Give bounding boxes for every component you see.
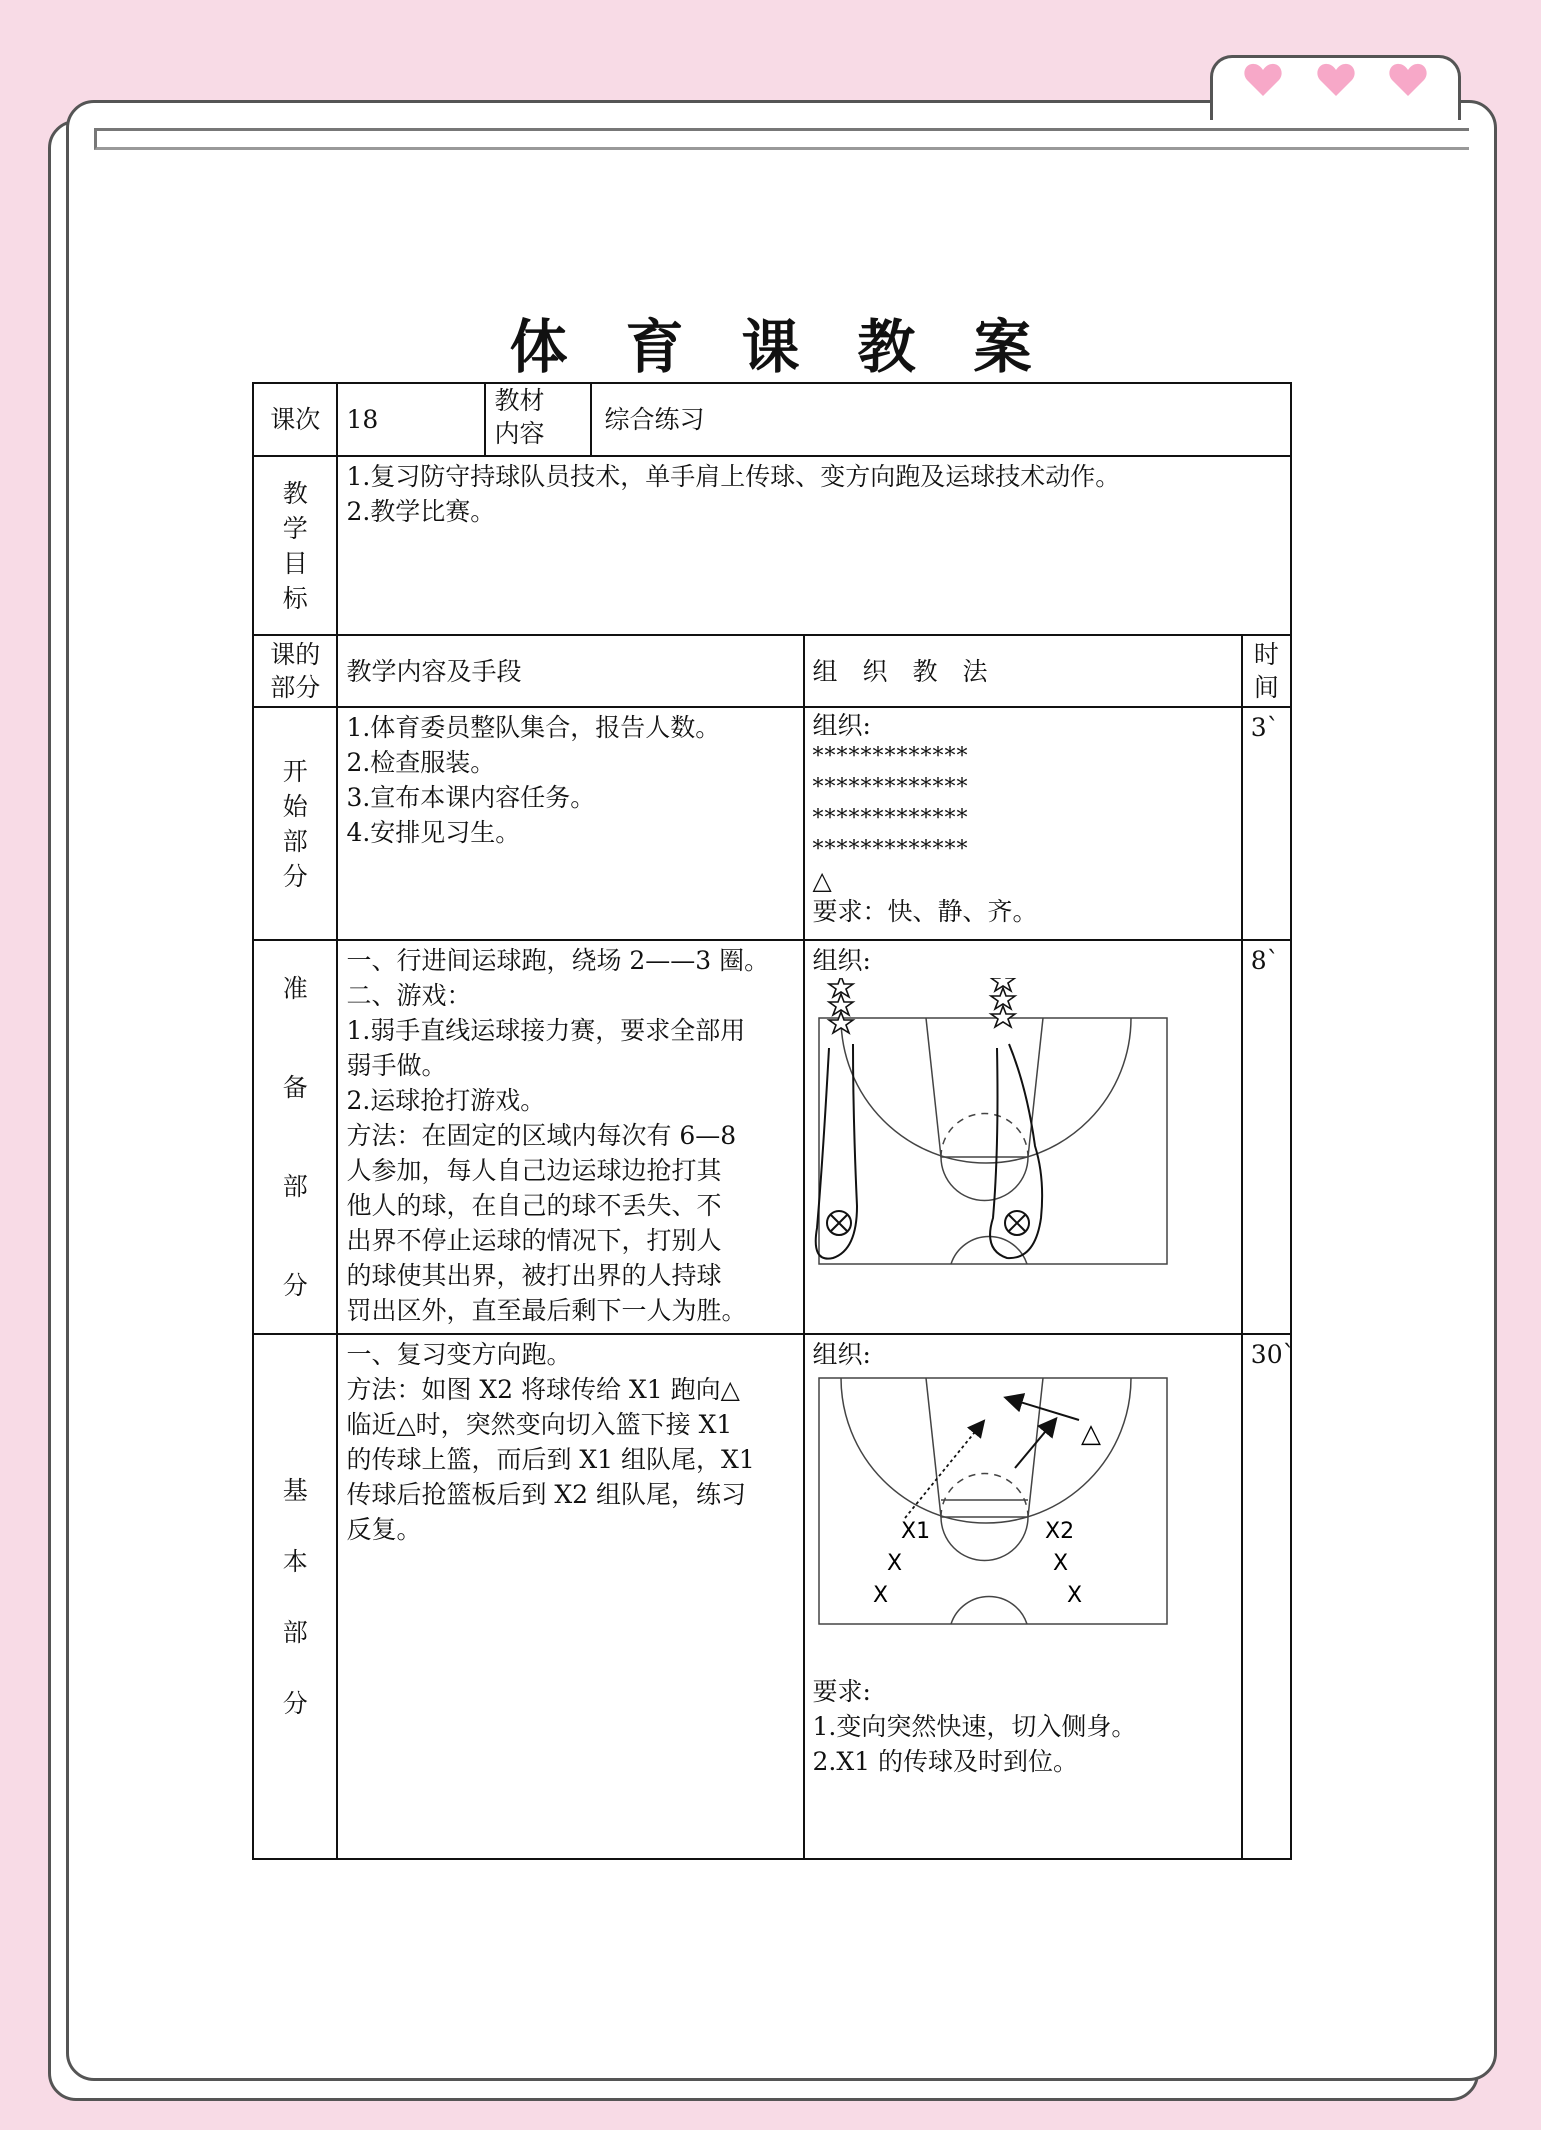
prep-time: 8` xyxy=(1242,940,1291,1334)
main-requirement: 1.变向突然快速，切入侧身。 xyxy=(812,1712,1137,1741)
ball-icon xyxy=(827,1211,851,1235)
goals-row xyxy=(253,456,1291,635)
formation-row: ************* xyxy=(812,806,969,831)
main-method xyxy=(804,1334,1242,1859)
start-method xyxy=(804,707,1242,940)
player-x: X xyxy=(1052,1551,1068,1576)
lesson-plan-table xyxy=(252,382,1296,1860)
prep-label: 准 备 部 分 xyxy=(282,974,308,1300)
goals-label: 教 学 目 标 xyxy=(282,478,308,613)
triangle-marker: △ xyxy=(1080,1419,1101,1449)
formation-row: ************* xyxy=(812,837,969,862)
prep-content: 一、行进间运球跑，绕场 2——3 圈。 二、游戏： 1.弱手直线运球接力赛，要求全部用 弱手做。 2.运球抢打游戏。 方法：在固定的区域内每次有 6—8 人参加，每人自己边运球边抢打其 他人的球，在自己的球不丢失、不 出界不停止运球的情况下，打别人 的球使其出界，被打出界的人持球 罚出区外，直至最后剩下一人为胜。 xyxy=(337,940,803,1334)
start-label: 开 始 部 分 xyxy=(282,756,308,891)
dribble-relay-diagram xyxy=(813,978,1207,1278)
player-x2: X2 xyxy=(1044,1519,1074,1544)
star-icon xyxy=(829,978,1015,1033)
heart-icon xyxy=(1243,62,1283,98)
main-time: 30` xyxy=(1242,1334,1291,1859)
lesson-no-label: 课次 xyxy=(253,383,337,456)
main-requirement: 2.X1 的传球及时到位。 xyxy=(812,1747,1079,1776)
heart-icon xyxy=(1388,62,1428,98)
formation-row: ************* xyxy=(812,744,969,769)
prep-method xyxy=(804,940,1242,1334)
org-title: 组织: xyxy=(812,1340,871,1369)
lesson-no: 18 xyxy=(338,384,486,455)
frame-inner-line xyxy=(94,128,1469,150)
formation-row: ************* xyxy=(812,775,969,800)
section-prep xyxy=(253,940,1291,1334)
org-title: 组织: xyxy=(812,946,871,975)
column-header-row: 课的 部分 教学内容及手段 组 织 教 法 时 间 xyxy=(253,635,1291,707)
heart-icon xyxy=(1316,62,1356,98)
teacher-mark: △ xyxy=(812,866,832,895)
section-main xyxy=(253,1334,1291,1859)
player-x: X xyxy=(886,1551,902,1576)
method-label: 组 织 教 法 xyxy=(804,635,1242,707)
time-label: 时 xyxy=(1253,640,1279,669)
ball-icon xyxy=(1005,1211,1029,1235)
start-content: 1.体育委员整队集合，报告人数。 2.检查服装。 3.宣布本课内容任务。 4.安排见习生。 xyxy=(337,707,803,940)
part-label: 课的 xyxy=(270,640,321,669)
material-value: 综合练习 xyxy=(604,405,705,434)
player-x1: X1 xyxy=(900,1519,930,1544)
player-x: X xyxy=(1066,1583,1082,1608)
page-title: 体育课教案 xyxy=(509,313,1090,381)
content-label: 教学内容及手段 xyxy=(337,635,803,707)
start-requirement: 要求：快、静、齐。 xyxy=(812,897,1038,926)
start-time: 3` xyxy=(1242,707,1291,940)
change-direction-diagram xyxy=(813,1376,1207,1646)
material-label: 教材 xyxy=(494,386,545,415)
main-content: 一、复习变方向跑。 方法：如图 X2 将球传给 X1 跑向△ 临近△时，突然变向切入篮下接 X1 的传球上篮，而后到 X1 组队尾，X1 传球后抢篮板后到 X2 组队尾，练习 反复。 xyxy=(337,1334,803,1859)
org-title: 组织: xyxy=(812,711,871,740)
main-label: 基 本 部 分 xyxy=(282,1475,308,1718)
header-row xyxy=(253,383,1291,456)
player-x: X xyxy=(872,1583,888,1608)
goals-text: 1.复习防守持球队员技术，单手肩上传球、变方向跑及运球技术动作。 2.教学比赛。 xyxy=(337,456,1291,635)
main-req-title: 要求: xyxy=(812,1677,871,1706)
material-label: 内容 xyxy=(494,419,545,448)
section-start xyxy=(253,707,1291,940)
